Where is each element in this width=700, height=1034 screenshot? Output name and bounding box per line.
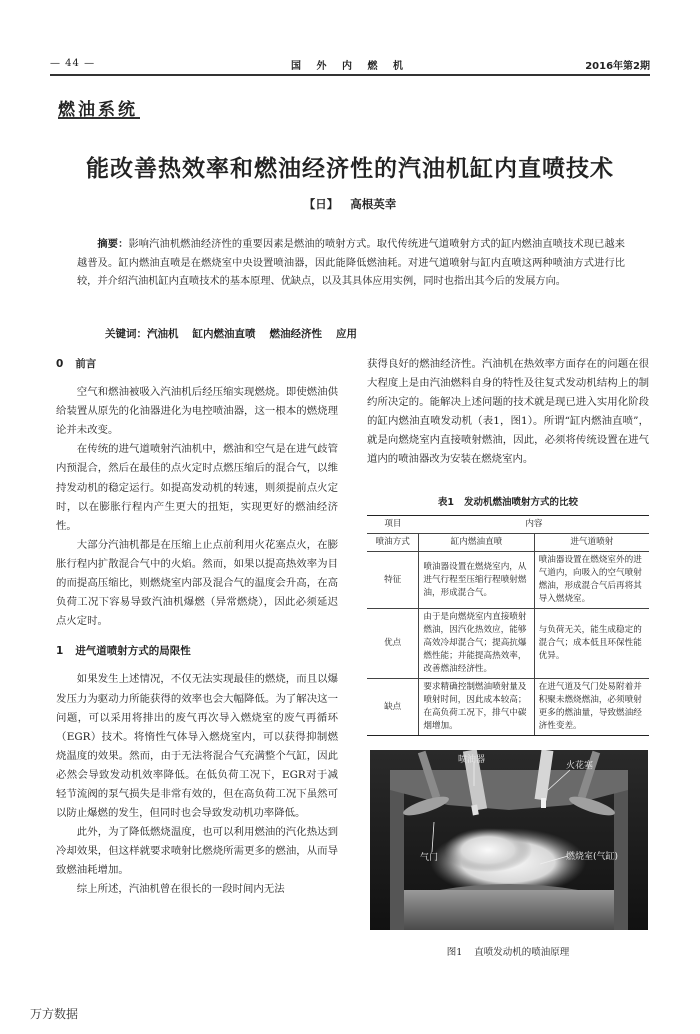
table-cell: 与负荷无关，能生成稳定的混合气；成本低且环保性能优异。 (534, 609, 649, 679)
running-header (50, 56, 650, 74)
table-cell: 喷油方式 (367, 534, 419, 552)
left-column (56, 355, 338, 900)
figure-label-valve: 气门 (420, 853, 439, 863)
engine-illustration (370, 750, 648, 930)
article-title: 能改善热效率和燃油经济性的汽油机缸内直喷技术 (86, 156, 614, 182)
paragraph: 综上所述，汽油机曾在很长的一段时间内无法 (76, 883, 285, 896)
table-cell: 由于是向燃烧室内直接喷射燃油，因汽化热效应，能够高效冷却混合气；提高抗爆燃性能；并能提高热效率，改善燃油经济性。 (419, 609, 534, 679)
section-underline (58, 117, 140, 119)
engine-figure (370, 750, 648, 930)
table-row (367, 609, 649, 679)
table-cell: 喷油器设置在燃烧室外的进气道内，向吸入的空气喷射燃油，形成混合气后再将其导入燃烧室。 (534, 552, 649, 609)
table-cell: 特征 (367, 552, 419, 609)
keyword: 燃油经济性 (269, 328, 322, 340)
abstract-label: 摘要： (97, 239, 129, 250)
figure-label-injector: 喷油器 (458, 755, 486, 765)
paragraph: 如果发生上述情况，不仅无法实现最佳的燃烧，而且以爆发压力为驱动力所能获得的效率也会大幅降低。为了解决这一问题，可以采用将排出的废气再次导入燃烧室的废气再循环（EGR）技术。将惰性气体导入燃烧室内，可以获得抑制燃烧温度的效果。然而，由于无法将混合气充满整个气缸，因此必然会导致发动机效率降低。在低负荷工况下，EGR对于减轻节流阀的泵气损失是非常有效的，但在高负荷工况下虽然可以防止爆燃的发生，但同时也会导致发动机功率降低。 (56, 673, 338, 820)
comparison-table (367, 515, 649, 736)
page-number: — 44 — (50, 58, 96, 69)
table-row (367, 679, 649, 736)
keyword: 汽油机 (147, 328, 179, 340)
abstract-text: 影响汽油机燃油经济性的重要因素是燃油的喷射方式。取代传统进气道喷射方式的缸内燃油直喷技术现已越来越普及。缸内燃油直喷是在燃烧室中央设置喷油器，因此能降低燃油耗。对进气道喷射与缸内直喷这两种喷油方式进行比较，并介绍汽油机缸内直喷技术的基本原理、优缺点，以及其具体应用实例，同时也指出其今后的发展方向。 (77, 239, 625, 287)
table-caption: 表1 发动机燃油喷射方式的比较 (437, 497, 579, 508)
author-country: 【日】 (303, 197, 339, 211)
paragraph: 获得良好的燃油经济性。汽油机在热效率方面存在的问题在很大程度上是由汽油燃料自身的特性及往复式发动机结构上的制约所决定的。能解决上述问题的技术就是现已进入实用化阶段的缸内燃油直喷发动机（表1，图1）。所谓“缸内燃油直喷”，就是向燃烧室内直接喷射燃油，因此，必须将传统设置在进气道内的喷油器改为安装在燃烧室内。 (367, 358, 649, 466)
figure-label-chamber: 燃烧室(气缸) (566, 852, 619, 862)
author-name: 高根英幸 (350, 197, 397, 211)
table-cell: 要求精确控制燃油喷射量及喷射时间，因此成本较高；在高负荷工况下，排气中碳烟增加。 (419, 679, 534, 736)
table-cell: 喷油器设置在燃烧室内，从进气行程至压缩行程喷射燃油，形成混合气。 (419, 552, 534, 609)
paragraph: 在传统的进气道喷射汽油机中，燃油和空气是在进气歧管内预混合，然后在最佳的点火定时点燃压缩后的混合气，以维持发动机的稳定运行。如提高发动机的转速，则须提前点火定时，以在膨胀行程内产生更大的扭矩，实现更好的燃油经济性。 (56, 443, 338, 532)
author-line (0, 196, 700, 212)
abstract (77, 236, 625, 292)
figure-label-spark: 火花塞 (566, 761, 594, 771)
section-heading: 1 进气道喷射方式的局限性 (56, 645, 191, 658)
table-header-item: 项目 (367, 516, 419, 534)
table-cell: 缺点 (367, 679, 419, 736)
paragraph: 空气和燃油被吸入汽油机后经压缩实现燃烧。即使燃油供给装置从原先的化油器进化为电控喷油器，这一根本的燃烧理论并未改变。 (56, 386, 338, 437)
header-rule (50, 74, 650, 76)
keyword: 缸内燃油直喷 (192, 328, 256, 340)
table-row (367, 552, 649, 609)
keywords (105, 326, 371, 341)
table-cell: 在进气道及气门处易附着并积聚未燃烧燃油，必须喷射更多的燃油量，导致燃油经济性变差。 (534, 679, 649, 736)
paragraph: 大部分汽油机都是在压缩上止点前利用火花塞点火，在膨胀行程内扩散混合气中的火焰。然而，如果以提高热效率为目的而提高压缩比，则燃烧室内部及混合气的温度会升高，在高负荷工况下容易导致汽油机爆燃（异常燃烧），因此必须延迟点火定时。 (56, 538, 338, 628)
table-header-content: 内容 (419, 516, 649, 534)
right-column (367, 355, 649, 470)
paragraph: 此外，为了降低燃烧温度，也可以利用燃油的汽化热达到冷却效果，但这样就要求喷射比燃烧所需更多的燃油，从而导致燃油耗增加。 (56, 826, 338, 877)
keyword: 应用 (336, 328, 357, 340)
table-cell: 优点 (367, 609, 419, 679)
issue-label: 2016年第2期 (585, 61, 650, 72)
watermark-footer: 万方数据 (30, 1007, 79, 1021)
table-cell: 进气道喷射 (534, 534, 649, 552)
keywords-label: 关键词： (105, 328, 147, 340)
table-cell: 缸内燃油直喷 (419, 534, 534, 552)
figure-caption: 图1 直喷发动机的喷油原理 (446, 947, 570, 958)
journal-name: 国 外 内 燃 机 (291, 61, 409, 72)
section-label: 燃油系统 (58, 100, 138, 120)
section-heading: 0 前言 (56, 358, 97, 370)
